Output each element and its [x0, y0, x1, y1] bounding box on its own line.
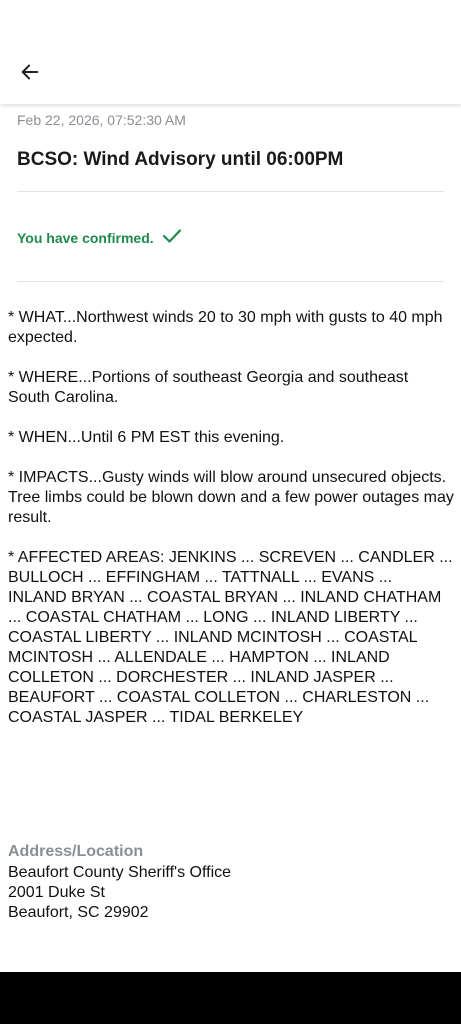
alert-paragraph-affected-areas: * AFFECTED AREAS: JENKINS ... SCREVEN ... CANDLER ... BULLOCH ... EFFINGHAM ... TATTNALL ... EVANS ... INLAND BRYAN ... COASTAL BRYAN ... INLAND CHATHAM ... COASTAL CHATHAM ... LONG ... INLAND LIBERTY ... COASTAL LIBERTY ... INLAND MCINTOSH ... COASTAL MCINTOSH ... ALLENDALE ... HAMPTON ... INLAND COLLETON ... DORCHESTER ... INLAND JASPER ... BEAUFORT ... COASTAL COLLETON ... CHARLESTON ... COASTAL JASPER ... TIDAL BERKELEY — [8, 549, 453, 726]
address-label: Address/Location — [8, 843, 144, 860]
checkmark-icon — [162, 228, 182, 247]
divider — [17, 281, 444, 282]
alert-paragraph-when: * WHEN...Until 6 PM EST this evening. — [8, 429, 285, 446]
address-line-name: Beaufort County Sheriff's Office — [8, 864, 232, 881]
confirmation-text: You have confirmed. — [17, 229, 154, 246]
alert-body — [8, 308, 454, 748]
arrow-left-icon — [19, 61, 41, 88]
alert-title: BCSO: Wind Advisory until 06:00PM — [17, 149, 344, 170]
alert-paragraph-what: * WHAT...Northwest winds 20 to 30 mph with gusts to 40 mph expected. — [8, 309, 443, 346]
back-button[interactable] — [14, 58, 46, 90]
alert-paragraph-where: * WHERE...Portions of southeast Georgia and southeast South Carolina. — [8, 369, 409, 406]
address-block — [8, 863, 231, 923]
alert-timestamp: Feb 22, 2026, 07:52:30 AM — [17, 112, 186, 128]
address-line-street: 2001 Duke St — [8, 884, 105, 901]
system-navigation-bar — [0, 972, 461, 1024]
address-line-city: Beaufort, SC 29902 — [8, 904, 149, 921]
confirmation-status — [17, 228, 182, 247]
divider — [17, 191, 444, 192]
app-bar — [0, 0, 461, 104]
alert-paragraph-impacts: * IMPACTS...Gusty winds will blow around unsecured objects. Tree limbs could be blown down and a few power outages may result. — [8, 469, 454, 526]
